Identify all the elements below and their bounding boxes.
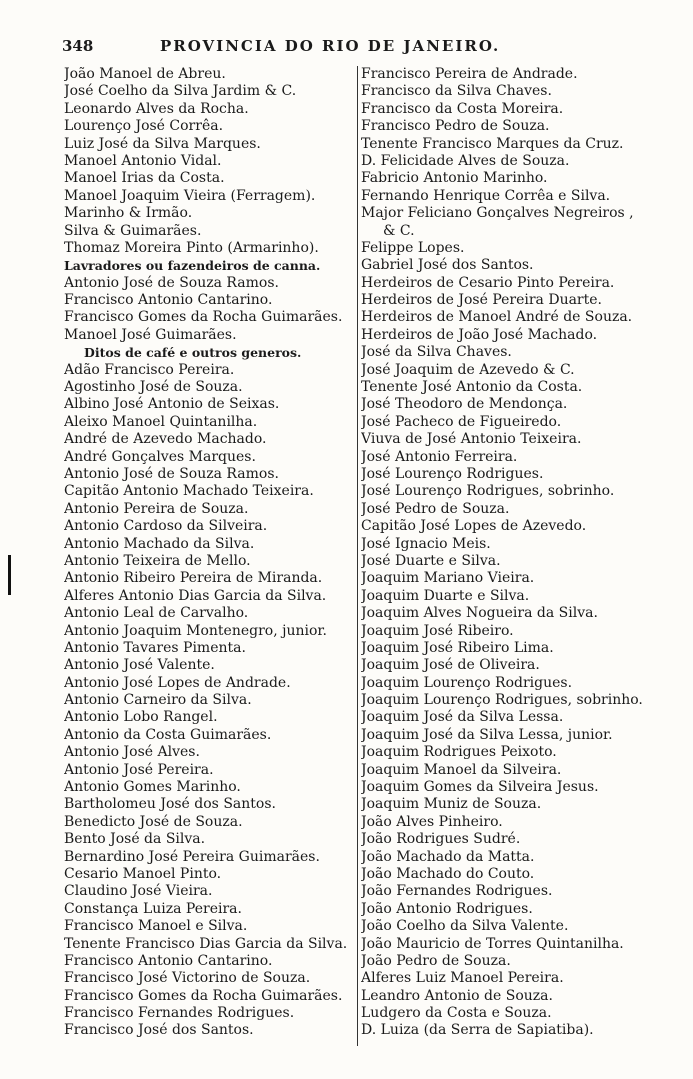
list-item: José Joaquim de Azevedo & C.: [361, 361, 575, 378]
list-item: Manoel Antonio Vidal.: [64, 152, 222, 169]
list-item: Herdeiros de Cesario Pinto Pereira.: [361, 274, 615, 291]
list-item: Claudino José Vieira.: [64, 883, 213, 900]
list-item: Agostinho José de Souza.: [64, 379, 243, 396]
list-item: Silva & Guimarães.: [64, 222, 202, 239]
list-item: José Duarte e Silva.: [361, 552, 501, 569]
list-item: Antonio José Alves.: [64, 744, 200, 761]
list-item: Herdeiros de José Pereira Duarte.: [361, 292, 602, 309]
list-item: Joaquim Lourenço Rodrigues, sobrinho.: [361, 692, 643, 709]
list-item: Ludgero da Costa e Souza.: [361, 1005, 552, 1022]
list-item: João Machado do Couto.: [361, 865, 535, 882]
list-item: Antonio José de Souza Ramos.: [64, 274, 279, 291]
list-item: Fernando Henrique Corrêa e Silva.: [361, 187, 611, 204]
list-item: Francisco Gomes da Rocha Guimarães.: [64, 987, 343, 1004]
list-item: Thomaz Moreira Pinto (Armarinho).: [64, 239, 319, 256]
list-item: Antonio Machado da Silva.: [64, 535, 255, 552]
list-item: Francisco Antonio Cantarino.: [64, 952, 273, 969]
list-item: Alferes Antonio Dias Garcia da Silva.: [64, 587, 327, 604]
list-item: Herdeiros de João José Machado.: [361, 326, 598, 343]
list-item: José da Silva Chaves.: [361, 344, 512, 361]
list-item: José Pacheco de Figueiredo.: [361, 413, 562, 430]
list-item: José Pedro de Souza.: [361, 500, 510, 517]
list-item: Francisco Fernandes Rodrigues.: [64, 1005, 295, 1022]
list-item: João Machado da Matta.: [361, 848, 535, 865]
list-item: Francisco José dos Santos.: [64, 1022, 254, 1039]
list-item: Francisco José Victorino de Souza.: [64, 970, 311, 987]
list-item: Viuva de José Antonio Teixeira.: [361, 431, 582, 448]
list-item: Bartholomeu José dos Santos.: [64, 796, 276, 813]
list-item: Francisco Pereira de Andrade.: [361, 66, 578, 82]
list-item: Albino José Antonio de Seixas.: [64, 396, 280, 413]
list-item: Antonio José de Souza Ramos.: [64, 465, 279, 482]
list-item: Joaquim Lourenço Rodrigues.: [361, 674, 573, 691]
list-item: Joaquim José Ribeiro.: [361, 622, 514, 639]
list-item: José Lourenço Rodrigues, sobrinho.: [361, 483, 615, 500]
list-item: José Ignacio Meis.: [361, 535, 491, 552]
list-item: Antonio José Valente.: [64, 657, 215, 674]
list-item: Antonio Gomes Marinho.: [64, 779, 241, 796]
list-item: Francisco Gomes da Rocha Guimarães.: [64, 309, 343, 326]
list-item: João Coelho da Silva Valente.: [361, 918, 569, 935]
list-item: Joaquim Rodrigues Peixoto.: [361, 744, 557, 761]
list-item: Lourenço José Corrêa.: [64, 118, 224, 135]
list-item: João Manoel de Abreu.: [64, 66, 226, 82]
list-item: Bernardino José Pereira Guimarães.: [64, 848, 320, 865]
list-item: Joaquim Duarte e Silva.: [361, 587, 530, 604]
list-item: Antonio José Pereira.: [64, 761, 214, 778]
list-item: Joaquim Alves Nogueira da Silva.: [361, 605, 598, 622]
list-item: Joaquim José da Silva Lessa, junior.: [361, 726, 613, 743]
list-item: João Pedro de Souza.: [361, 952, 511, 969]
list-item: Francisco Manoel e Silva.: [64, 918, 248, 935]
list-item: André Gonçalves Marques.: [64, 448, 256, 465]
page-title: PROVINCIA DO RIO DE JANEIRO.: [160, 37, 501, 55]
list-item: Luiz José da Silva Marques.: [64, 135, 261, 152]
list-item: Joaquim Mariano Vieira.: [361, 570, 535, 587]
list-item: João Rodrigues Sudré.: [361, 831, 521, 848]
list-item: Constança Luiza Pereira.: [64, 900, 242, 917]
list-item: Antonio Tavares Pimenta.: [64, 639, 246, 656]
list-item: D. Luiza (da Serra de Sapiatiba).: [361, 1022, 594, 1039]
list-item: Tenente Francisco Marques da Cruz.: [361, 135, 624, 152]
list-item: Antonio Pereira de Souza.: [64, 500, 249, 517]
list-item: Manoel Joaquim Vieira (Ferragem).: [64, 187, 316, 204]
list-item: Capitão Antonio Machado Teixeira.: [64, 483, 314, 500]
section-heading: Ditos de café e outros generos.: [84, 345, 302, 361]
list-item: Antonio Leal de Carvalho.: [64, 605, 249, 622]
list-item: Felippe Lopes.: [361, 239, 465, 256]
list-item: Antonio Carneiro da Silva.: [64, 692, 252, 709]
list-item: Joaquim Gomes da Silveira Jesus.: [361, 779, 599, 796]
list-item: Marinho & Irmão.: [64, 205, 193, 222]
list-item: Tenente José Antonio da Costa.: [361, 379, 583, 396]
list-item: Francisco Pedro de Souza.: [361, 118, 550, 135]
list-item: José Theodoro de Mendonça.: [361, 396, 568, 413]
list-item: Antonio Teixeira de Mello.: [64, 552, 251, 569]
page-number: 348: [62, 37, 94, 55]
list-item: Joaquim José da Silva Lessa.: [361, 709, 564, 726]
list-item: Antonio Lobo Rangel.: [64, 709, 218, 726]
list-item: Bento José da Silva.: [64, 831, 206, 848]
list-item: Capitão José Lopes de Azevedo.: [361, 518, 587, 535]
list-item: Leonardo Alves da Rocha.: [64, 100, 249, 117]
right-column: [357, 66, 661, 1046]
margin-mark: [8, 555, 11, 595]
list-item: Cesario Manoel Pinto.: [64, 865, 222, 882]
left-column: [64, 66, 352, 1040]
list-item: José Antonio Ferreira.: [361, 448, 518, 465]
list-item: Gabriel José dos Santos.: [361, 257, 534, 274]
list-item: Antonio Ribeiro Pereira de Miranda.: [64, 570, 323, 587]
list-item: Major Feliciano Gonçalves Negreiros ,: [361, 205, 634, 222]
list-item: Benedicto José de Souza.: [64, 813, 243, 830]
list-item: Joaquim José Ribeiro Lima.: [361, 639, 554, 656]
list-item: Adão Francisco Pereira.: [64, 361, 235, 378]
list-item: Antonio José Lopes de Andrade.: [64, 674, 291, 691]
list-item: Joaquim Manoel da Silveira.: [361, 761, 562, 778]
list-item: Manoel José Guimarães.: [64, 326, 237, 343]
list-item: Antonio Cardoso da Silveira.: [64, 518, 268, 535]
list-item: André de Azevedo Machado.: [64, 431, 267, 448]
list-item: João Alves Pinheiro.: [361, 813, 503, 830]
list-item: Leandro Antonio de Souza.: [361, 987, 553, 1004]
list-item: Tenente Francisco Dias Garcia da Silva.: [64, 935, 348, 952]
list-item: Manoel Irias da Costa.: [64, 170, 225, 187]
list-item: Francisco Antonio Cantarino.: [64, 292, 273, 309]
list-item: Antonio Joaquim Montenegro, junior.: [64, 622, 327, 639]
list-item: Herdeiros de Manoel André de Souza.: [361, 309, 633, 326]
section-heading: Lavradores ou fazendeiros de canna.: [64, 258, 321, 274]
list-item: Joaquim Muniz de Souza.: [361, 796, 542, 813]
list-item: Alferes Luiz Manoel Pereira.: [361, 970, 564, 987]
list-item: Francisco da Silva Chaves.: [361, 83, 552, 100]
list-item: Antonio da Costa Guimarães.: [64, 726, 272, 743]
list-item: D. Felicidade Alves de Souza.: [361, 152, 570, 169]
page-header: [62, 37, 662, 59]
list-item: João Fernandes Rodrigues.: [361, 883, 553, 900]
list-item: José Coelho da Silva Jardim & C.: [64, 83, 297, 100]
list-item: João Antonio Rodrigues.: [361, 900, 533, 917]
list-item: Francisco da Costa Moreira.: [361, 100, 564, 117]
list-item: José Lourenço Rodrigues.: [361, 465, 544, 482]
list-item: João Mauricio de Torres Quintanilha.: [361, 935, 624, 952]
list-item: Joaquim José de Oliveira.: [361, 657, 540, 674]
list-item: Fabricio Antonio Marinho.: [361, 170, 548, 187]
list-item: & C.: [383, 222, 415, 239]
list-item: Aleixo Manoel Quintanilha.: [64, 413, 258, 430]
